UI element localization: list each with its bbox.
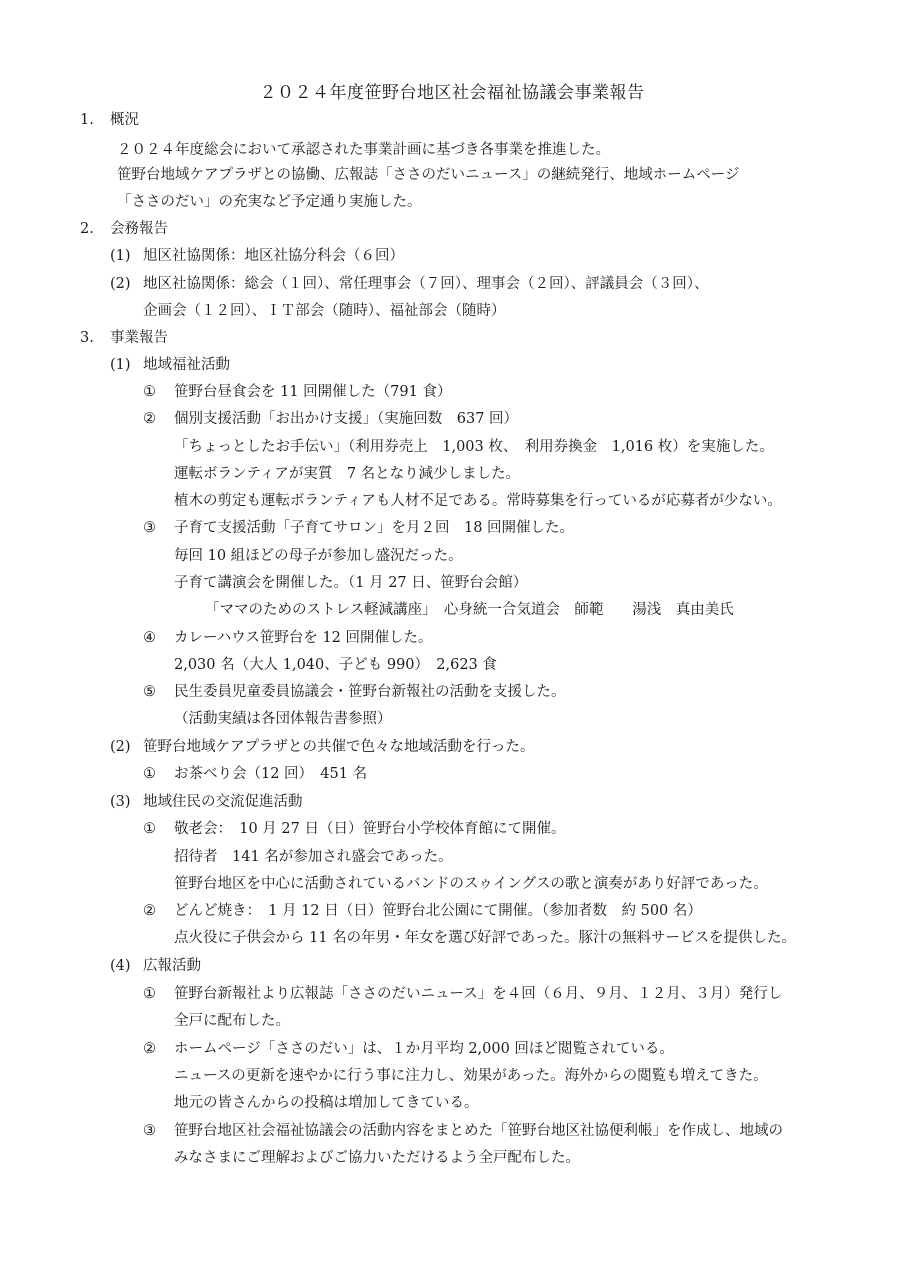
item-line: 「ちょっとしたお手伝い」（利用券売上 1,003 枚、 利用券換金 1,016 枚）を実施した。 — [174, 439, 774, 455]
item-line: 子育て講演会を開催した。（1 月 27 日、笹野台会館） — [174, 575, 528, 591]
sub-2-heading: 笹野台地域ケアプラザとの共催で色々な地域活動を行った。 — [143, 739, 535, 755]
section-2-item-number: (1) — [110, 248, 131, 264]
item-text: カレーハウス笹野台を 12 回開催した。 — [174, 630, 433, 646]
section-2-item-text: 地区社協関係：総会（１回）、常任理事会（７回）、理事会（２回）、評議員会（３回）、 — [143, 276, 709, 292]
item-text: 個別支援活動「お出かけ支援」（実施回数 637 回） — [174, 411, 519, 427]
item-line: 点火役に子供会から 11 名の年男・年女を選び好評であった。豚汁の無料サービスを提供した。 — [174, 930, 797, 946]
circle-number: ③ — [143, 1123, 156, 1139]
section-2-item-text: 旭区社協関係：地区社協分科会（６回） — [143, 248, 404, 264]
item-line: みなさまにご理解およびご協力いただけるよう全戸配布した。 — [174, 1150, 580, 1166]
sub-3-heading: 地域住民の交流促進活動 — [143, 794, 303, 810]
sub-4-heading: 広報活動 — [143, 958, 201, 974]
item-text: どんど焼き： 1 月 12 日（日）笹野台北公園にて開催。（参加者数 約 500 名） — [174, 903, 702, 919]
sub-4-number: (4) — [110, 958, 131, 974]
sub-1-heading: 地域福祉活動 — [143, 357, 230, 373]
item-text: ホームページ「ささのだい」は、１か月平均 2,000 回ほど閲覧されている。 — [174, 1041, 674, 1057]
circle-number: ① — [143, 766, 156, 782]
section-3-heading: 事業報告 — [110, 330, 168, 346]
item-line: 毎回 10 組ほどの母子が参加し盛況だった。 — [174, 548, 463, 564]
item-line: 地元の皆さんからの投稿は増加してきている。 — [174, 1095, 479, 1111]
item-line: 笹野台地区を中心に活動されているバンドのスゥイングスの歌と演奏があり好評であった。 — [174, 876, 768, 892]
section-2-item-number: (2) — [110, 276, 131, 292]
item-line: ニュースの更新を速やかに行う事に注力し、効果があった。海外からの閲覧も増えてきた。 — [174, 1068, 768, 1084]
section-1-heading: 概況 — [110, 112, 139, 128]
item-text: 笹野台昼食会を 11 回開催した（791 食） — [174, 384, 452, 400]
item-text: 敬老会： 10 月 27 日（日）笹野台小学校体育館にて開催。 — [174, 821, 566, 837]
section-2-heading: 会務報告 — [110, 221, 168, 237]
page-title: ２０２４年度笹野台地区社会福祉協議会事業報告 — [259, 83, 645, 103]
item-line: 植木の剪定も運転ボランティアも人材不足である。常時募集を行っているが応募者が少ない。 — [174, 493, 782, 509]
item-text: 笹野台地区社会福祉協議会の活動内容をまとめた「笹野台地区社協便利帳」を作成し、地域の — [174, 1123, 783, 1139]
circle-number: ④ — [143, 630, 156, 646]
section-1-number: 1. — [80, 112, 94, 128]
section-3-number: 3. — [80, 330, 94, 346]
sub-1-number: (1) — [110, 357, 131, 373]
lecture-line: 「ママのためのストレス軽減講座」 心身統一合気道会 師範 湯浅 真由美氏 — [205, 602, 734, 618]
circle-number: ② — [143, 411, 156, 427]
sub-2-number: (2) — [110, 739, 131, 755]
item-line: 運転ボランティアが実質 7 名となり減少しました。 — [174, 466, 521, 482]
section-1-line: 「ささのだい」の充実など予定通り実施した。 — [117, 194, 422, 210]
item-line: 2,030 名（大人 1,040、子ども 990） 2,623 食 — [174, 657, 497, 673]
item-text: 民生委員児童委員協議会・笹野台新報社の活動を支援した。 — [174, 684, 566, 700]
item-line: 全戸に配布した。 — [174, 1013, 290, 1029]
section-2-number: 2. — [80, 221, 94, 237]
circle-number: ⑤ — [143, 684, 156, 700]
section-1-line: 笹野台地域ケアプラザとの協働、広報誌「ささのだいニュース」の継続発行、地域ホームページ — [117, 167, 740, 183]
item-line: （活動実績は各団体報告書参照） — [174, 711, 392, 727]
circle-number: ② — [143, 903, 156, 919]
circle-number: ① — [143, 821, 156, 837]
circle-number: ② — [143, 1041, 156, 1057]
item-text: 子育て支援活動「子育てサロン」を月２回 18 回開催した。 — [174, 520, 575, 536]
section-2-item-cont: 企画会（１２回）、ＩＴ部会（随時）、福祉部会（随時） — [143, 303, 506, 319]
sub-3-number: (3) — [110, 794, 131, 810]
item-text: お茶べり会（12 回） 451 名 — [174, 766, 368, 782]
circle-number: ③ — [143, 520, 156, 536]
item-text: 笹野台新報社より広報誌「ささのだいニュース」を４回（６月、９月、１２月、３月）発行し — [174, 986, 783, 1002]
section-1-line: ２０２４年度総会において承認された事業計画に基づき各事業を推進した。 — [117, 142, 610, 158]
circle-number: ① — [143, 384, 156, 400]
item-line: 招待者 141 名が参加され盛会であった。 — [174, 849, 453, 865]
circle-number: ① — [143, 986, 156, 1002]
